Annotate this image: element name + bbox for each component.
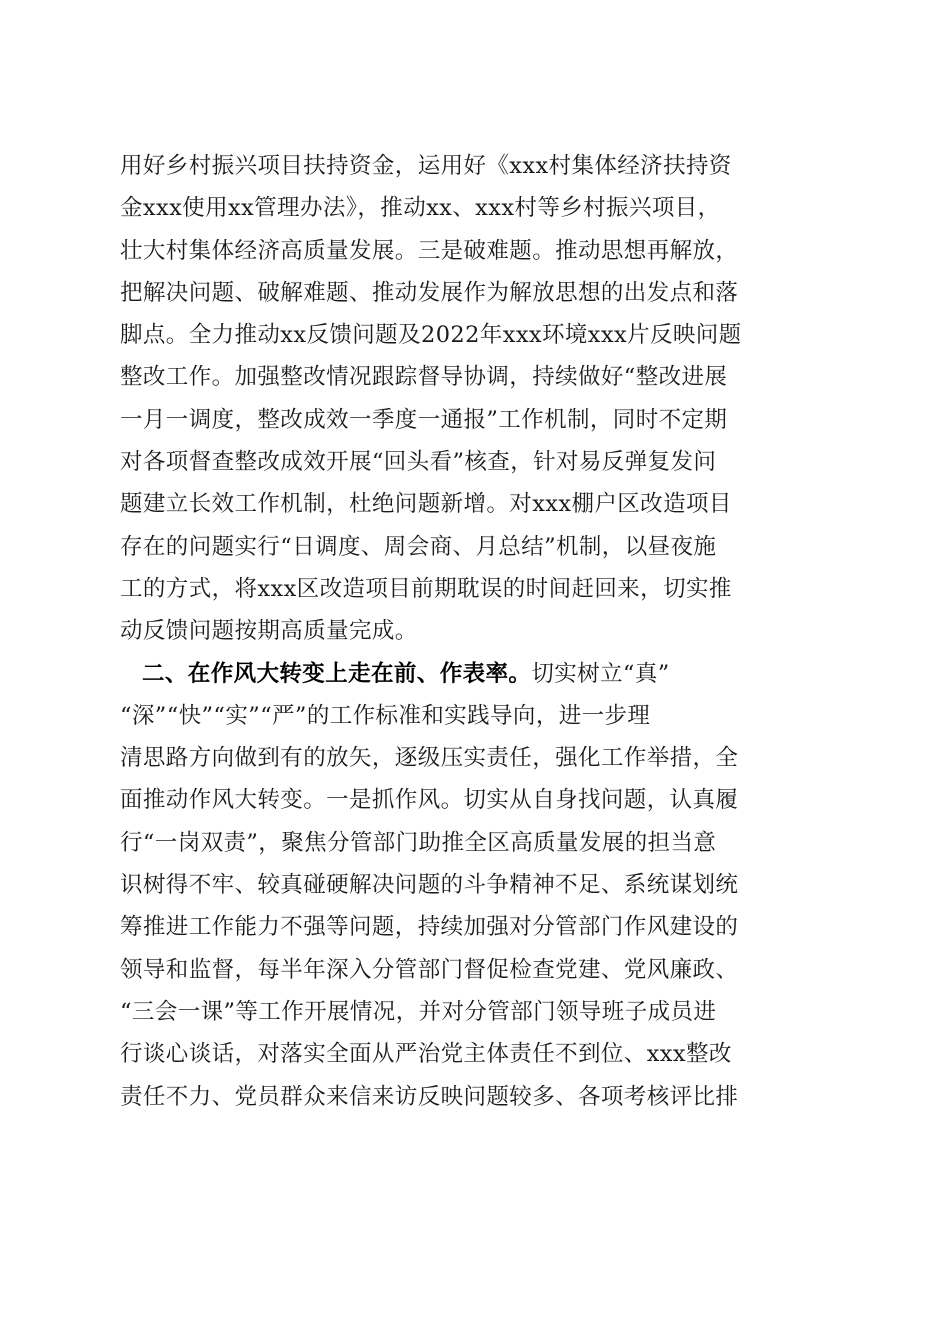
paragraph-line: 整改工作。加强整改情况跟踪督导协调，持续做好“整改进展 [120,364,728,391]
paragraph-line: “三会一课”等工作开展情况，并对分管部门领导班子成员进 [120,998,717,1025]
paragraph-line: 一月一调度，整改成效一季度一通报”工作机制，同时不定期 [120,406,728,433]
paragraph-line: “深”“快”“实”“严”的工作标准和实践导向，进一步理 [120,702,651,729]
section-heading-continuation: 切实树立“真” [531,660,670,687]
document-body [120,145,830,1118]
paragraph-line: 动反馈问题按期高质量完成。 [120,618,418,645]
paragraph-line: 识树得不牢、较真碰硬解决问题的斗争精神不足、系统谋划统 [120,872,739,899]
paragraph-line: 存在的问题实行“日调度、周会商、月总结”机制，以昼夜施 [120,533,717,560]
paragraph-line: 把解决问题、破解难题、推动发展作为解放思想的出发点和落 [120,279,739,306]
paragraph-line: 责任不力、党员群众来信来访反映问题较多、各项考核评比排 [120,1083,739,1110]
section-heading-line [120,653,830,695]
paragraph-line: 领导和监督，每半年深入分管部门督促检查党建、党风廉政、 [120,956,739,983]
section-heading: 二、在作风大转变上走在前、作表率。 [142,660,532,687]
paragraph-line: 面推动作风大转变。一是抓作风。切实从自身找问题，认真履 [120,787,739,814]
paragraph-line: 壮大村集体经济高质量发展。三是破难题。推动思想再解放， [120,237,739,264]
paragraph-line: 筹推进工作能力不强等问题，持续加强对分管部门作风建设的 [120,914,739,941]
paragraph-line: 行“一岗双责”，聚焦分管部门助推全区高质量发展的担当意 [120,829,717,856]
paragraph-line: 用好乡村振兴项目扶持资金，运用好《xxx村集体经济扶持资 [120,153,732,179]
paragraph-line: 工的方式，将xxx区改造项目前期耽误的时间赶回来，切实推 [120,575,732,602]
paragraph-line: 行谈心谈话，对落实全面从严治党主体责任不到位、xxx整改 [120,1041,732,1068]
paragraph-line: 清思路方向做到有的放矢，逐级压实责任，强化工作举措，全 [120,745,739,772]
paragraph-line: 金xxx使用xx管理办法》，推动xx、xxx村等乡村振兴项目， [120,195,721,222]
paragraph-line: 对各项督查整改成效开展“回头看”核查，针对易反弹复发问 [120,449,717,476]
paragraph-line: 题建立长效工作机制，杜绝问题新增。对xxx棚户区改造项目 [120,491,732,518]
paragraph-line: 脚点。全力推动xx反馈问题及2022年xxx环境xxx片反映问题 [120,322,742,349]
